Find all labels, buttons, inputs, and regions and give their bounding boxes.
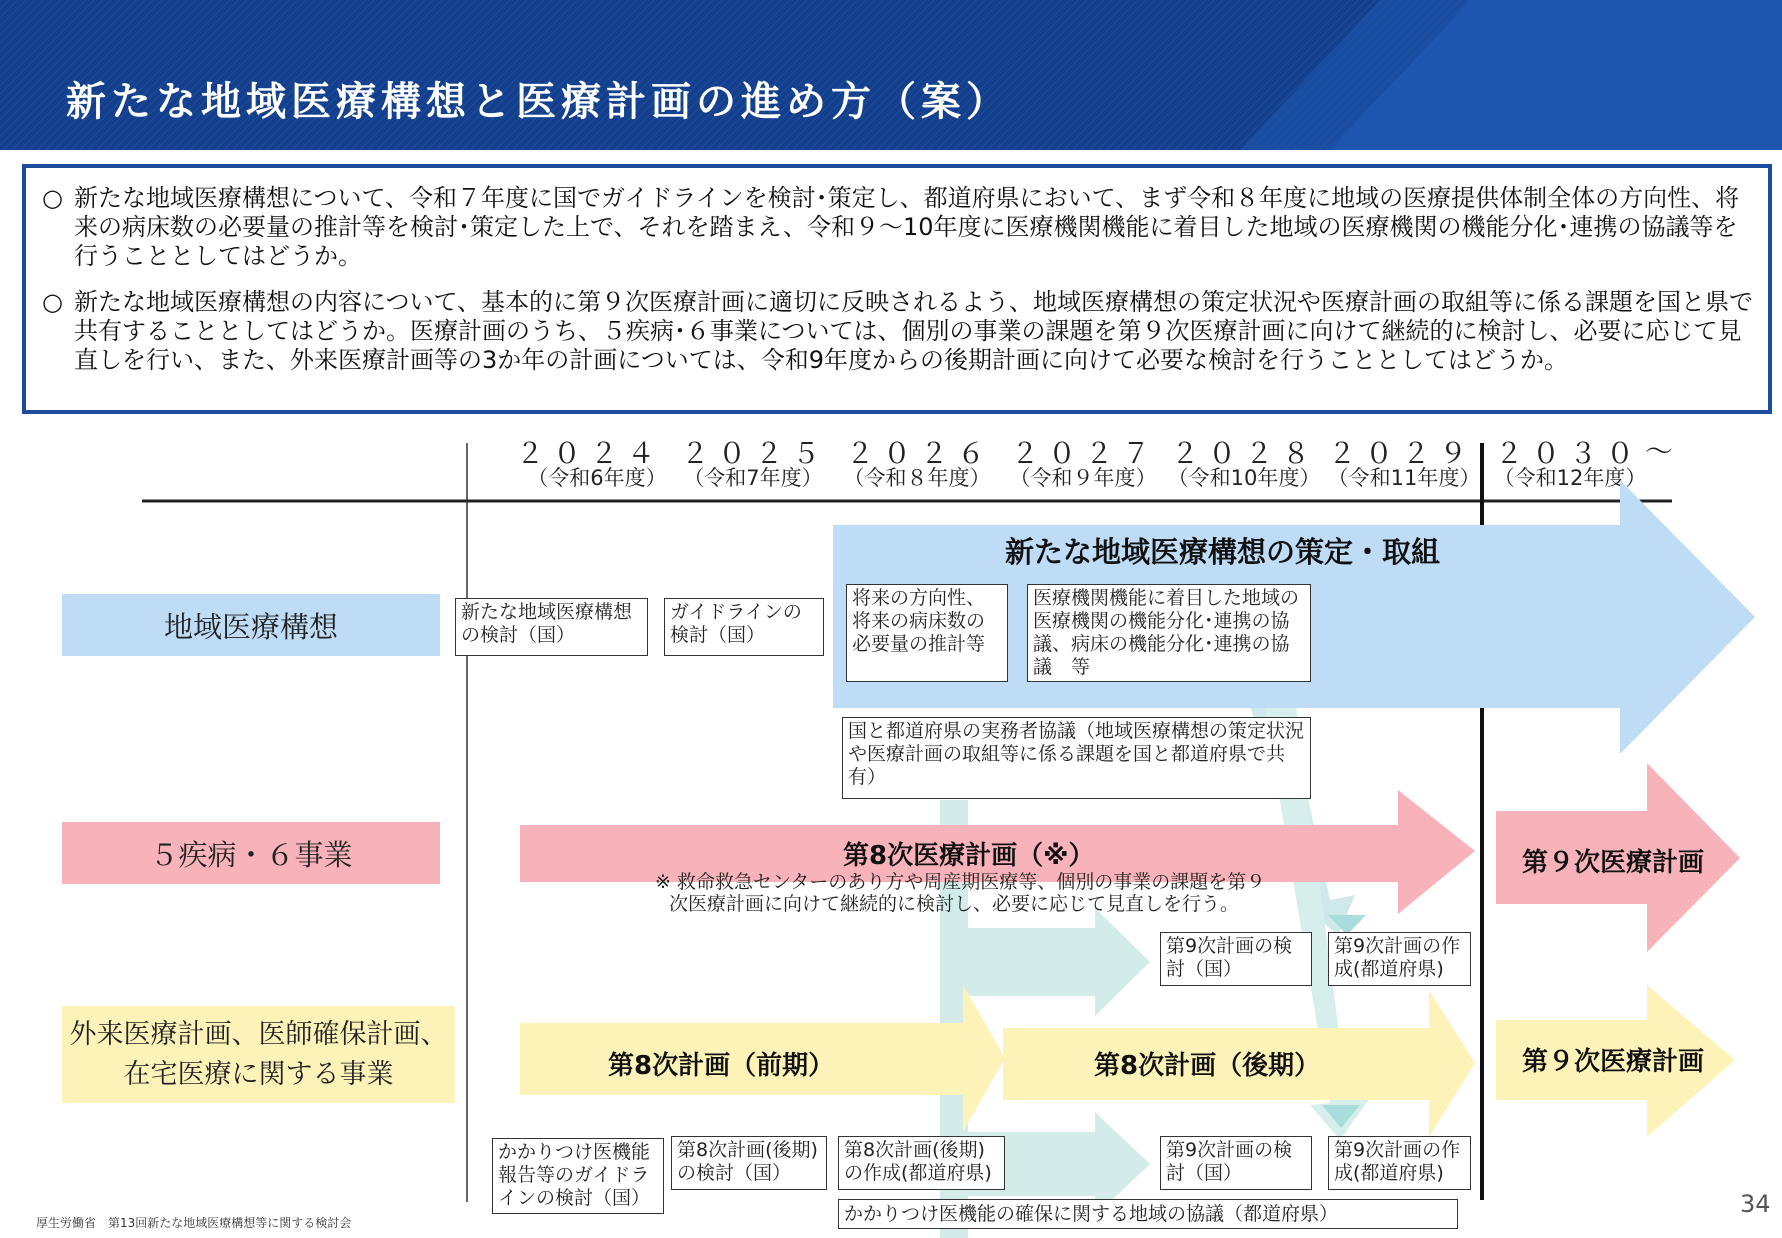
year-2026: ２０２６ <box>845 437 994 470</box>
summary-text-1: 新たな地域医療構想について、令和７年度に国でガイドラインを検討･策定し、都道府県において、まず令和８年度に地域の医療提供体制全体の方向性、将来の病床数の必要量の推計等を検討･策定した上で、それを踏まえ、令和９～10年度に医療機関機能に着目した地域の医療機関の機能分化･連携の協議等を行うこととしてはどうか。 <box>74 184 1740 270</box>
bullet-mark: ○ <box>42 184 63 212</box>
category-outpatient-line-2: 在宅医療に関する事業 <box>123 1058 394 1090</box>
era-2024: （令和6年度） <box>527 466 667 490</box>
timeline-continues: ～ <box>1645 435 1674 468</box>
box-plan8-latter-review: 第8次計画(後期)の検討（国） <box>671 1136 827 1190</box>
box-plan8-latter-create: 第8次計画(後期)の作成(都道府県) <box>838 1136 1005 1190</box>
box-plan9-review: 第9次計画の検討（国） <box>1160 932 1312 986</box>
box-family-doctor-guideline: かかりつけ医機能報告等のガイドラインの検討（国） <box>492 1138 664 1214</box>
page-title: 新たな地域医療構想と医療計画の進め方（案） <box>66 79 1011 125</box>
connector-arrow-review <box>968 908 1150 1016</box>
era-2028: （令和10年度） <box>1167 466 1321 490</box>
box-future-direction: 将来の方向性、将来の病床数の必要量の推計等 <box>846 584 1008 682</box>
category-diseases: ５疾病・６事業 <box>62 822 440 884</box>
year-2027: ２０２７ <box>1010 437 1159 470</box>
era-2029: （令和11年度） <box>1327 466 1481 490</box>
era-2025: （令和7年度） <box>683 466 823 490</box>
plan9-outpatient-label: 第９次医療計画 <box>1522 1047 1705 1077</box>
page-number: 34 <box>1740 1190 1771 1218</box>
plan8-note-line-2: 次医療計画に向けて継続的に検討し、必要に応じて見直しを行う。 <box>669 893 1240 915</box>
plan8-latter-label: 第8次計画（後期） <box>1094 1051 1321 1081</box>
plan8-note-line-1: ※ 救命救急センターのあり方や周産期医療等、個別の事業の課題を第９ <box>655 871 1266 893</box>
plan8-first-label: 第8次計画（前期） <box>608 1051 835 1081</box>
regional-vision-arrow-label: 新たな地域医療構想の策定・取組 <box>1005 535 1441 569</box>
year-2028: ２０２８ <box>1170 437 1319 470</box>
summary-text-2: 新たな地域医療構想の内容について、基本的に第９次医療計画に適切に反映されるよう、地域医療構想の策定状況や医療計画の取組等に係る課題を国と県で共有することとしてはどうか。医療計画のうち、５疾病･６事業については、個別の事業の課題を第９次医療計画に向けて継続的に検討し、必要に応じて見直しを行い、また、外来医療計画等の3か年の計画については、令和9年度からの後期計画に向けて必要な検討を行うこととしてはどうか。 <box>74 288 1754 374</box>
footer-source: 厚生労働省 第13回新たな地域医療構想等に関する検討会 <box>36 1216 352 1230</box>
plan8-note <box>655 871 1265 915</box>
plan9-label: 第９次医療計画 <box>1522 848 1705 878</box>
year-2029: ２０２９ <box>1327 437 1476 470</box>
era-2030: （令和12年度） <box>1493 466 1647 490</box>
year-2024: ２０２４ <box>515 437 664 470</box>
era-2027: （令和９年度） <box>1009 466 1157 490</box>
era-2026: （令和８年度） <box>843 466 991 490</box>
year-2025: ２０２５ <box>680 437 829 470</box>
category-outpatient-line-1: 外来医療計画、医師確保計画、 <box>69 1018 448 1050</box>
box-new-vision-review: 新たな地域医療構想の検討（国） <box>455 598 648 656</box>
box-regional-council: かかりつけ医機能の確保に関する地域の協議（都道府県） <box>838 1199 1458 1229</box>
year-2030: ２０３０ <box>1494 437 1643 470</box>
box-plan9-review-outpatient: 第9次計画の検討（国） <box>1160 1136 1312 1190</box>
box-guideline-review: ガイドラインの検討（国） <box>664 598 824 656</box>
category-regional-vision: 地域医療構想 <box>62 594 440 656</box>
box-working-council: 国と都道府県の実務者協議（地域医療構想の策定状況や医療計画の取組等に係る課題を国と都道府県で共有） <box>842 717 1311 799</box>
box-plan9-create-outpatient: 第9次計画の作成(都道府県) <box>1328 1136 1471 1190</box>
category-outpatient <box>62 1006 455 1103</box>
box-function-coordination: 医療機関機能に着目した地域の医療機関の機能分化･連携の協議、病床の機能分化･連携の協議 等 <box>1027 584 1311 682</box>
bullet-mark: ○ <box>42 288 63 316</box>
plan8-label: 第8次医療計画（※） <box>843 841 1095 871</box>
box-plan9-create: 第9次計画の作成(都道府県) <box>1328 932 1471 986</box>
